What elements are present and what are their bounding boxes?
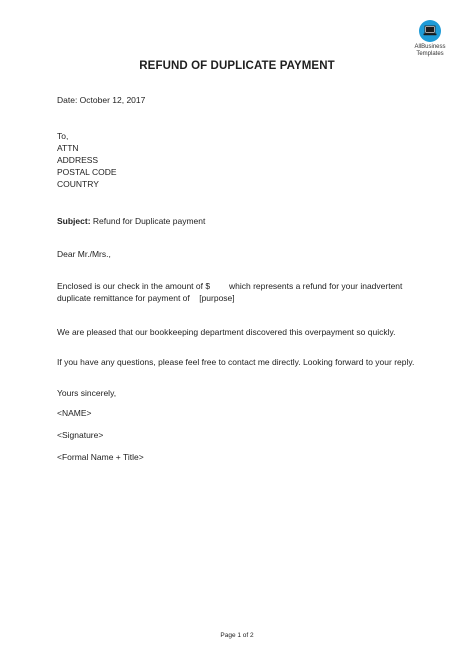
subject-text: Refund for Duplicate payment [90,216,206,226]
date-line: Date: October 12, 2017 [57,95,146,105]
address-line-to: To, [57,131,69,141]
paragraph-3: If you have any questions, please feel free to contact me directly. Looking forward to your reply. [57,357,415,367]
laptop-icon [419,20,441,42]
signature-placeholder: <Signature> [57,430,104,440]
address-line-postal-code: POSTAL CODE [57,167,117,177]
document-title: REFUND OF DUPLICATE PAYMENT [139,60,335,72]
address-line-attn: ATTN [57,143,79,153]
paragraph-1-line-1: Enclosed is our check in the amount of $ which represents a refund for your inadvertent [57,281,403,291]
logo-text-line1: AllBusiness [414,44,446,50]
subject-line [57,216,205,227]
brand-logo [408,20,452,58]
name-placeholder: <NAME> [57,408,92,418]
page-number: Page 1 of 2 [220,632,254,639]
closing: Yours sincerely, [57,388,117,398]
paragraph-1-line-2: duplicate remittance for payment of [purpose] [57,293,235,303]
paragraph-2: We are pleased that our bookkeeping department discovered this overpayment so quickly. [57,327,396,337]
subject-label: Subject: [57,216,91,226]
logo-text-line2: Templates [416,51,444,57]
address-line-address: ADDRESS [57,155,99,165]
formal-name-placeholder: <Formal Name + Title> [57,452,144,462]
address-line-country: COUNTRY [57,179,99,189]
salutation: Dear Mr./Mrs., [57,249,111,259]
